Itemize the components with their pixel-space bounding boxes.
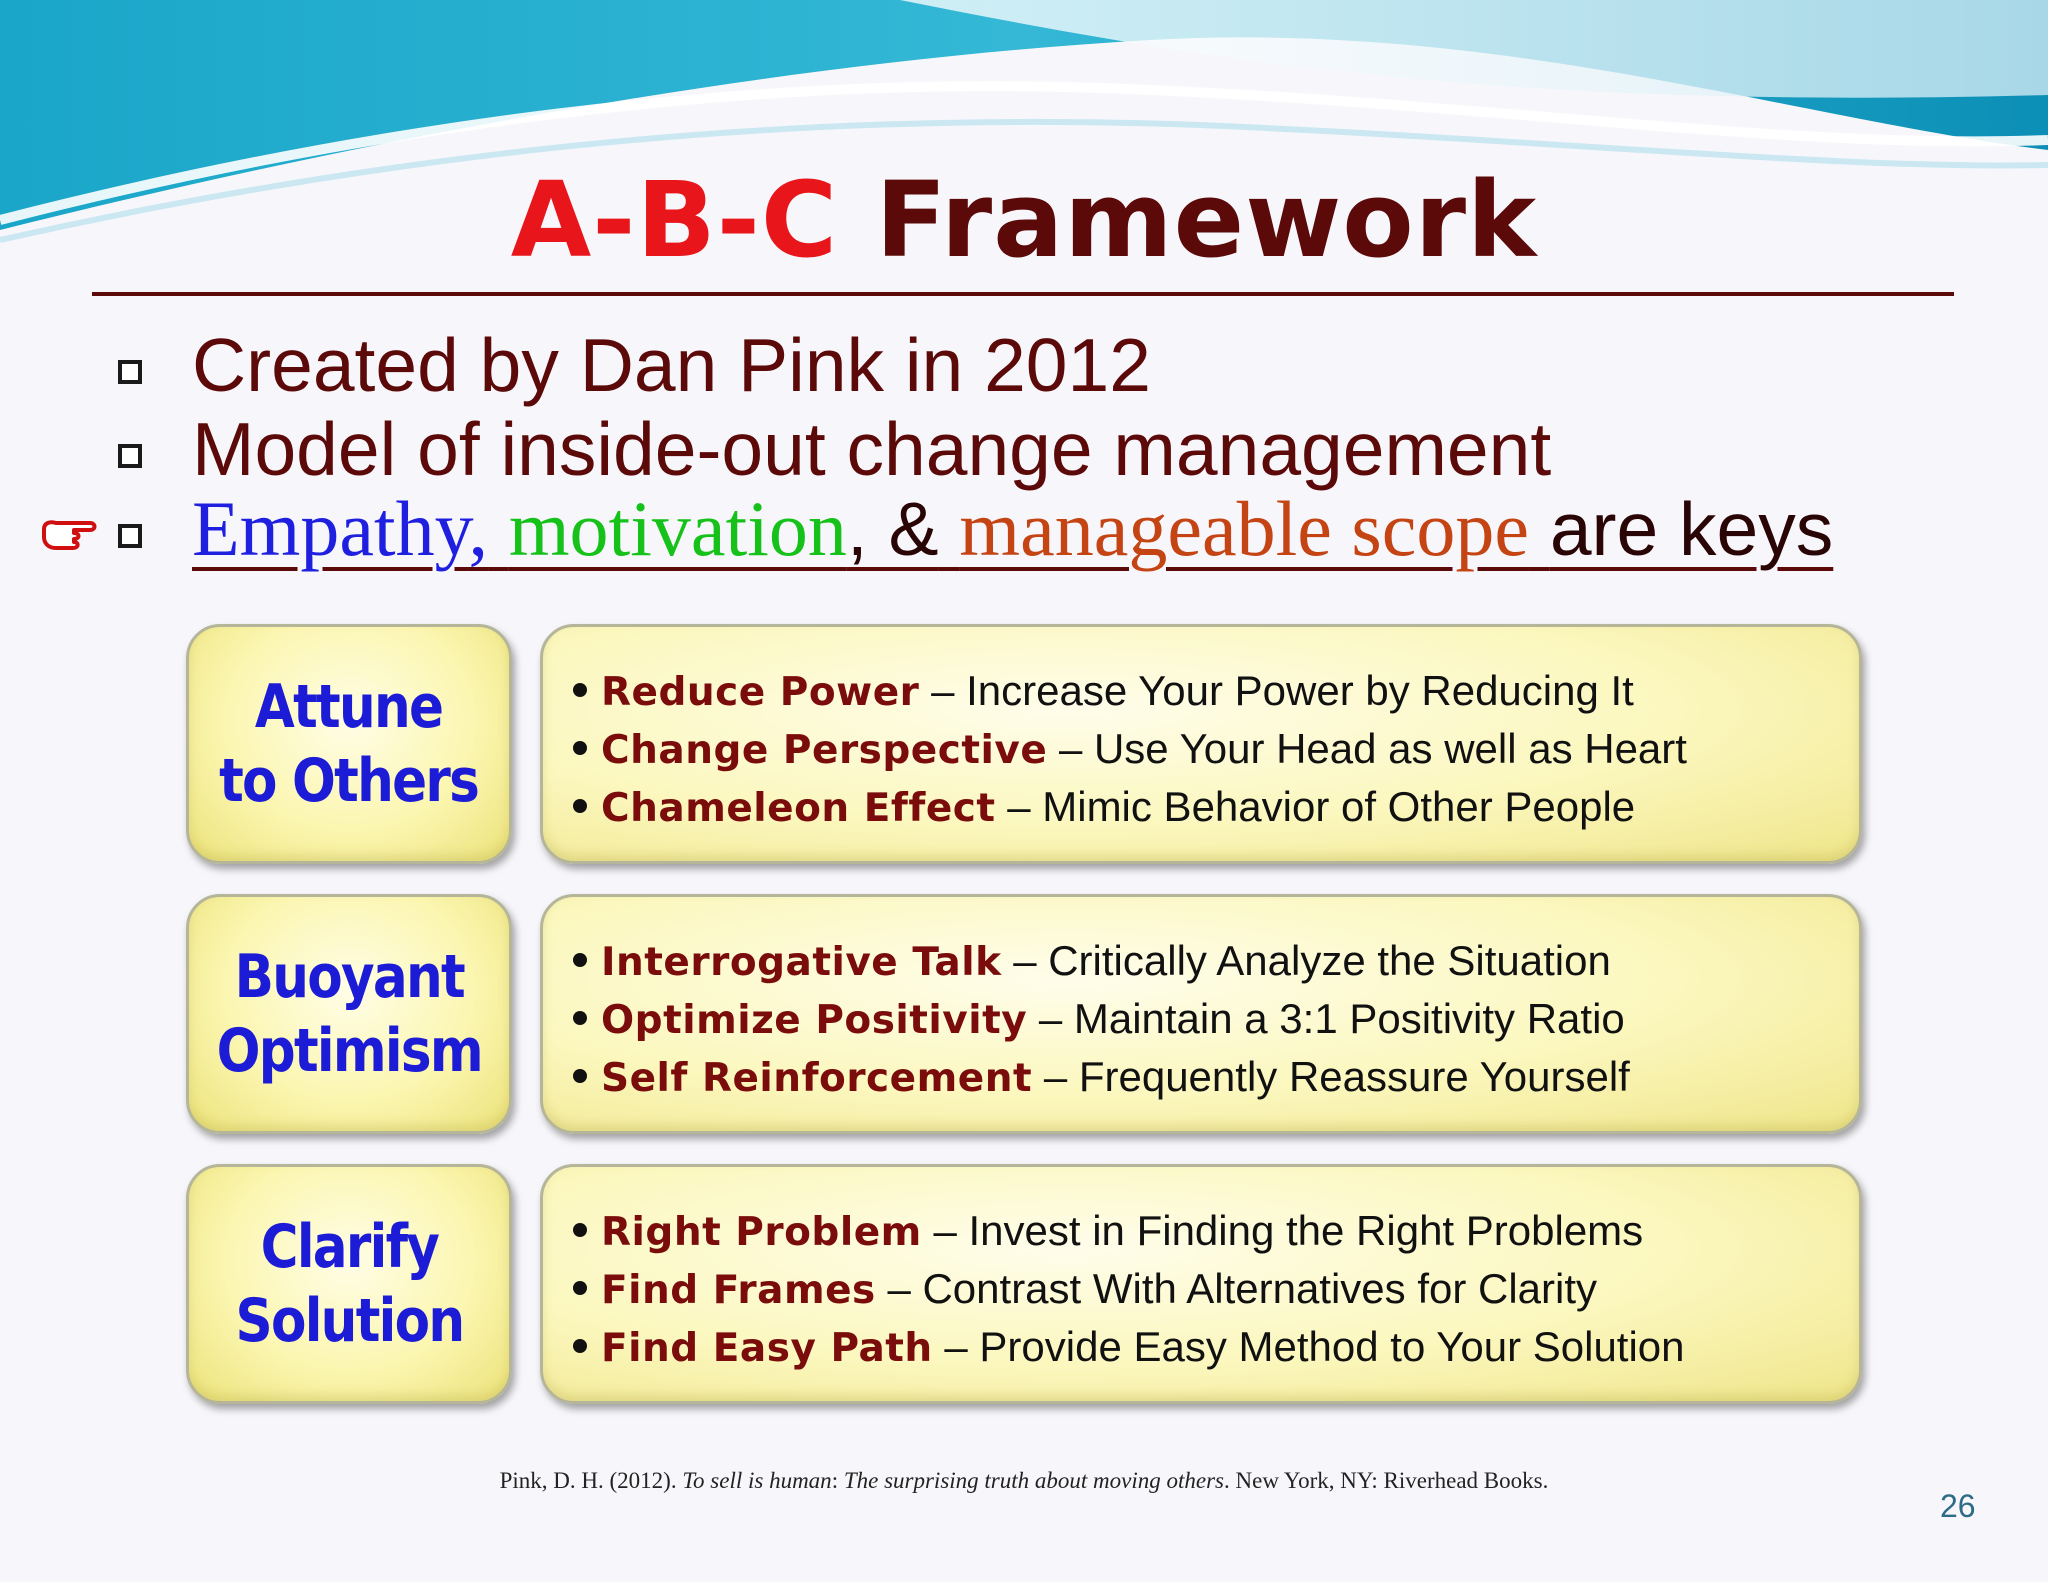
bullet-dot-icon [573,1223,587,1237]
detail-item: Find Frames – Contrast With Alternatives for Clarity [565,1261,1859,1319]
detail-item: Interrogative Talk – Critically Analyze the Situation [565,933,1859,991]
detail-item: Reduce Power – Increase Your Power by Reducing It [565,663,1859,721]
checkbox-bullet-icon [118,524,142,548]
detail-item: Change Perspective – Use Your Head as well as Heart [565,721,1859,779]
category-label: Attune to Others [219,672,479,816]
bullet-item: Created by Dan Pink in 2012 [192,323,1151,407]
bullet-item: Model of inside-out change management [192,407,1552,491]
title-framework: Framework [875,159,1538,281]
checkbox-bullet-icon [118,444,142,468]
detail-item: Find Easy Path – Provide Easy Method to Your Solution [565,1319,1859,1377]
detail-box [540,1164,1862,1404]
bullet-dot-icon [573,1339,587,1353]
keyword-motivation: motivation [508,485,847,572]
title-abc: A-B-C [510,159,839,281]
bullet-dot-icon [573,1069,587,1083]
category-box [186,624,512,864]
bullet-dot-icon [573,741,587,755]
keyword-empathy: Empathy [192,485,469,572]
bullet-dot-icon [573,799,587,813]
category-box [186,894,512,1134]
category-label: Clarify Solution [235,1212,463,1356]
title-divider [92,292,1954,296]
keyword-manageable-scope: manageable scope [959,485,1529,572]
detail-item: Optimize Positivity – Maintain a 3:1 Positivity Ratio [565,991,1859,1049]
detail-box [540,624,1862,864]
detail-item: Self Reinforcement – Frequently Reassure Yourself [565,1049,1859,1107]
pointing-hand-icon [40,513,102,553]
bullet-item-keys: Empathy, motivation, & manageable scope are keys [192,485,1834,572]
detail-box [540,894,1862,1134]
framework-row-clarify [186,1164,1862,1404]
slide-title [0,160,2048,280]
page-number: 26 [1940,1488,1976,1524]
bullet-dot-icon [573,683,587,697]
category-label: Buoyant Optimism [216,942,482,1086]
checkbox-bullet-icon [118,360,142,384]
category-box [186,1164,512,1404]
bullet-dot-icon [573,953,587,967]
detail-item: Right Problem – Invest in Finding the Right Problems [565,1203,1859,1261]
detail-item: Chameleon Effect – Mimic Behavior of Other People [565,779,1859,837]
bullet-dot-icon [573,1281,587,1295]
framework-row-attune [186,624,1862,864]
bullet-dot-icon [573,1011,587,1025]
framework-row-buoyant [186,894,1862,1134]
citation: Pink, D. H. (2012). To sell is human: The surprising truth about moving others. New York, NY: Riverhead Books. [499,1468,1549,1493]
